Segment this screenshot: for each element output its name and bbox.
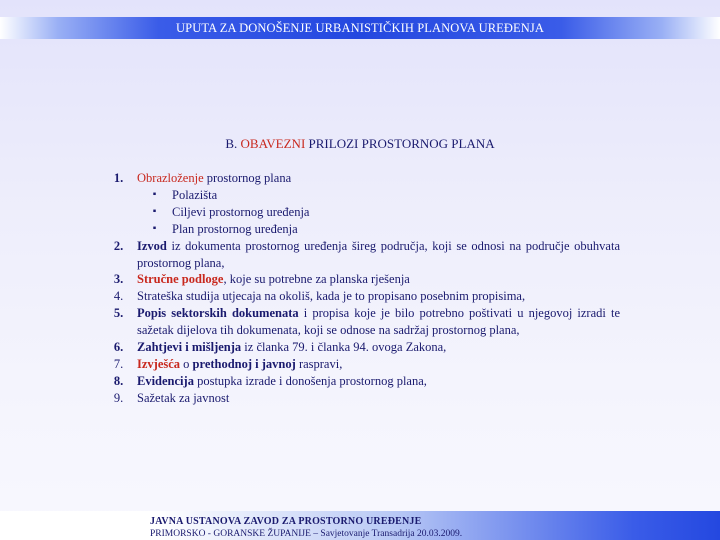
- list-item: [100, 305, 620, 339]
- section-title-prefix: B.: [225, 136, 241, 151]
- list-item-text-part: prethodnoj i javnoj: [192, 356, 296, 371]
- list-item-number: 9.: [113, 390, 124, 405]
- bullet-icon: ▪: [152, 205, 157, 217]
- list-item: [100, 373, 620, 390]
- list-item-number: 7.: [113, 356, 124, 371]
- list-item-text-part: , koje su potrebne za planska rješenja: [223, 272, 410, 287]
- list-item-text-part: iz dokumenta prostornog uređenja šireg područja, koji se odnosi na područje obuhvata prostornog plana,: [137, 238, 620, 270]
- list-item: [100, 271, 620, 288]
- list-item-text-part: raspravi,: [295, 356, 343, 371]
- list-item-text-part: Zahtjevi i mišljenja: [137, 340, 242, 355]
- list-item: [100, 238, 620, 272]
- list-item-number: 8.: [113, 373, 124, 388]
- list-item-text-part: Sažetak za javnost: [137, 390, 230, 405]
- sub-list-item: [137, 221, 620, 238]
- list-item-text-part: Popis sektorskih dokumenata: [137, 306, 299, 321]
- list-item: [100, 288, 620, 305]
- sub-list-item-text: Plan prostornog uređenja: [172, 221, 298, 236]
- list-item-text-part: Izvješća: [137, 356, 181, 371]
- list-item: [100, 170, 620, 238]
- list-item-text-part: Obrazloženje: [137, 171, 204, 185]
- list-item-text: [137, 305, 620, 339]
- list-item-number: 4.: [113, 289, 124, 304]
- list-item-number: 5.: [113, 306, 124, 321]
- sub-list-item: [137, 187, 620, 204]
- footer-institution: JAVNA USTANOVA ZAVOD ZA PROSTORNO UREĐENJE: [150, 516, 422, 527]
- list-item-number: 6.: [113, 340, 124, 355]
- footer-event: PRIMORSKO - GORANSKE ŽUPANIJE – Savjetovanje Transadrija 20.03.2009.: [150, 529, 463, 539]
- list-item-text-part: iz članka 79. i članka 94. ovoga Zakona,: [241, 340, 447, 355]
- list-item-text: [137, 339, 620, 356]
- list-item-text-part: Stručne podloge: [137, 272, 224, 287]
- list-item-text: [137, 356, 620, 373]
- list-item-text-part: Evidencija: [137, 373, 194, 388]
- list-item-text-part: Strateška studija utjecaja na okoliš, kada je to propisano posebnim propisima,: [137, 289, 526, 304]
- list-item-text: [137, 390, 620, 407]
- sub-list-item: [137, 204, 620, 221]
- list-item-text-part: Izvod: [137, 238, 167, 253]
- list-item: [100, 339, 620, 356]
- list-item-number: 1.: [113, 171, 124, 185]
- list-item-text-part: o: [180, 356, 193, 371]
- list-item-text-part: i propisa koje je bilo potrebno poštivati u njegovoj izradi te sažetak dijelova tih dokumenata, koji se odnose na sadržaj prostornog plana,: [137, 306, 620, 338]
- attachments-list: [100, 170, 620, 407]
- section-title-rest: PRILOZI PROSTORNOG PLANA: [305, 136, 495, 151]
- list-item-number: 3.: [113, 272, 124, 287]
- list-item-text-part: postupka izrade i donošenja prostornog plana,: [193, 373, 427, 388]
- bullet-icon: ▪: [152, 188, 157, 200]
- list-item-text: [137, 238, 620, 272]
- list-item: [100, 390, 620, 407]
- list-item-text: [137, 271, 620, 288]
- bullet-icon: ▪: [152, 222, 157, 234]
- list-item-text: [137, 373, 620, 390]
- section-title-highlight: OBAVEZNI: [240, 136, 306, 151]
- list-item-text: [137, 288, 620, 305]
- list-item-number: 2.: [113, 238, 124, 253]
- sub-list-item-text: Polazišta: [172, 187, 218, 202]
- list-item-text-part: prostornog plana: [203, 171, 292, 185]
- section-title: [0, 136, 720, 152]
- list-item: [100, 356, 620, 373]
- sub-list-item-text: Ciljevi prostornog uređenja: [172, 204, 310, 219]
- header-title: UPUTA ZA DONOŠENJE URBANISTIČKIH PLANOVA UREĐENJA: [176, 21, 544, 35]
- list-item-text: [137, 170, 620, 238]
